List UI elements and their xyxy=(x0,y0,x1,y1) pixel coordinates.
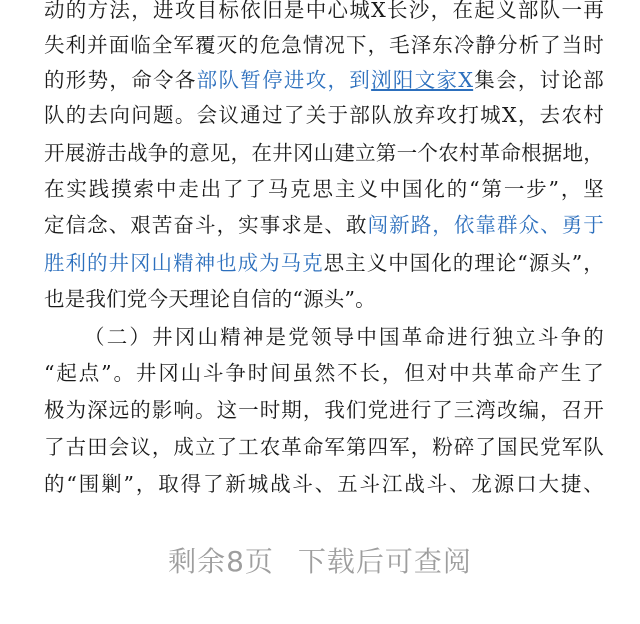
paragraph-line: 在实践摸索中走出了了马克思主义中国化的“第一步”，坚 xyxy=(44,177,604,201)
section-heading-line: （二）井冈山精神是党领导中国革命进行独立斗争的 xyxy=(84,325,604,349)
text-segment: 集会，讨论部 xyxy=(473,68,604,92)
text-segment: 思主义中国化的理论“源头”， xyxy=(323,251,604,275)
paragraph-line: 失利并面临全军覆灭的危急情况下，毛泽东冷静分析了当时 xyxy=(44,33,604,57)
paragraph-line: 动的方法，进攻目标依旧是中心城X长沙，在起义部队一再 xyxy=(44,0,604,22)
paragraph-line: “起点”。井冈山斗争时间虽然不长，但对中共革命产生了 xyxy=(44,361,604,385)
paragraph-line: 也是我们党今天理论自信的“源头”。 xyxy=(44,287,376,311)
text-segment: 的形势，命令各 xyxy=(44,68,197,92)
paragraph-line: 队的去向问题。会议通过了关于部队放弃攻打城X，去农村 xyxy=(44,103,604,127)
paragraph-line: 极为深远的影响。这一时期，我们党进行了三湾改编，召开 xyxy=(44,398,604,422)
paragraph-line: 了古田会议，成立了工农革命军第四军，粉碎了国民党军队 xyxy=(44,435,604,459)
paragraph-line: 的“围剿”，取得了新城战斗、五斗江战斗、龙源口大捷、 xyxy=(44,472,604,496)
highlight-link[interactable]: 闯新路，依靠群众、勇于 xyxy=(367,213,604,237)
paragraph-line xyxy=(44,65,604,95)
paragraph-line xyxy=(44,210,604,240)
download-to-view-label: 下载后可查阅 xyxy=(297,545,472,578)
paragraph-line: 开展游击战争的意见，在井冈山建立第一个农村革命根据地， xyxy=(44,141,604,165)
text-segment: 定信念、艰苦奋斗，实事求是、敢 xyxy=(44,213,368,237)
place-link[interactable]: 浏阳文家X xyxy=(371,68,474,92)
remaining-pages-label: 剩余8页 xyxy=(168,545,274,578)
paragraph-line xyxy=(44,248,604,278)
download-prompt-button[interactable] xyxy=(0,538,640,586)
highlight-link[interactable]: 部队暂停进攻，到 xyxy=(196,68,372,92)
highlight-link[interactable]: 胜利的井冈山精神也成为马克 xyxy=(44,251,324,275)
